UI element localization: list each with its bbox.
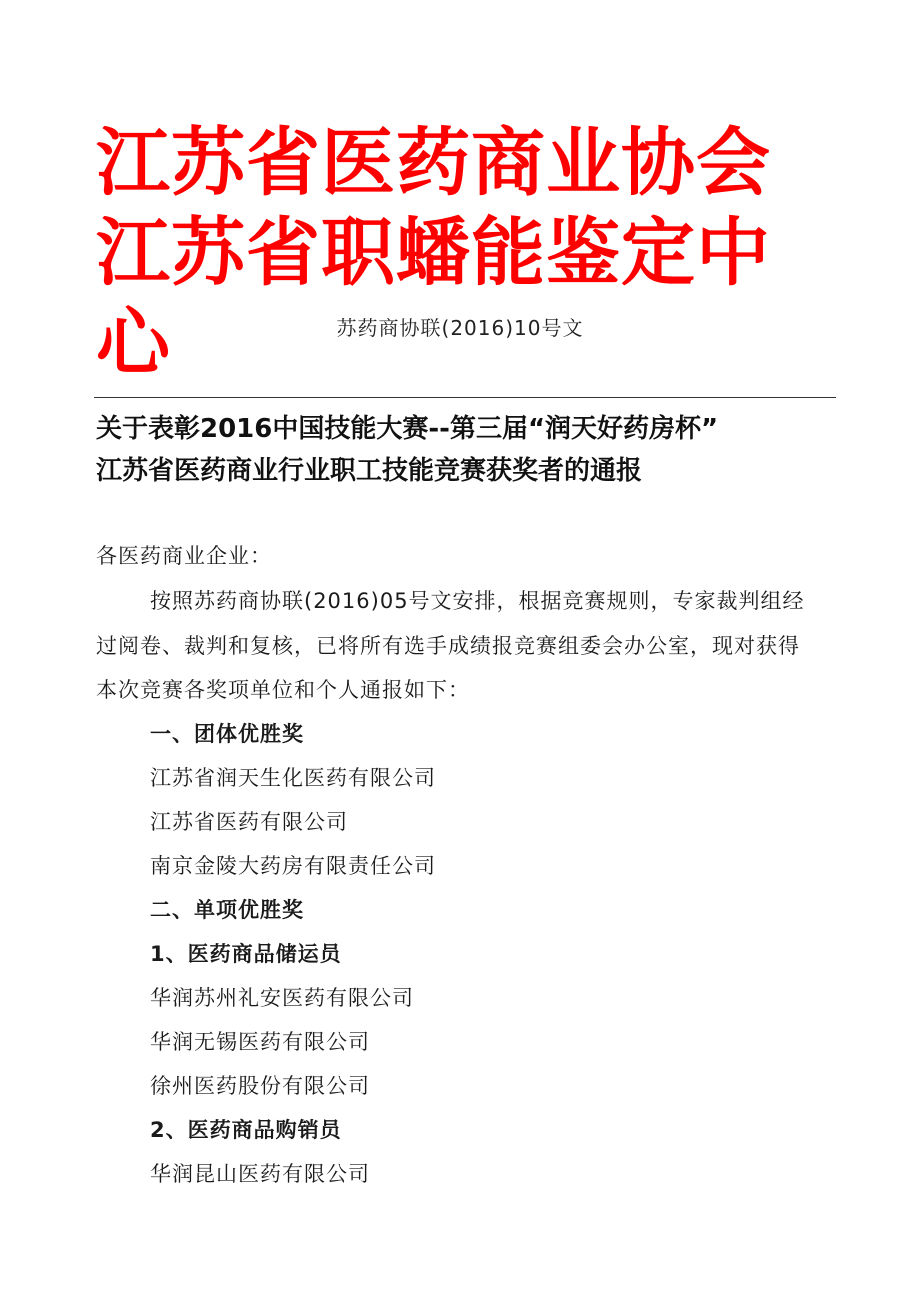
salutation: 各医药商业企业： xyxy=(96,544,272,568)
list-item: 徐州医药股份有限公司 xyxy=(150,1074,370,1098)
subsection-heading-sales: 2、医药商品购销员 xyxy=(150,1118,342,1142)
list-item: 南京金陵大药房有限责任公司 xyxy=(150,854,436,878)
list-item: 华润苏州礼安医药有限公司 xyxy=(150,986,414,1010)
list-item: 江苏省润天生化医药有限公司 xyxy=(150,766,436,790)
section-heading-individual: 二、单项优胜奖 xyxy=(150,898,304,922)
subsection-heading-storage: 1、医药商品储运员 xyxy=(150,942,342,966)
header-divider xyxy=(94,397,836,398)
list-item: 江苏省医药有限公司 xyxy=(150,810,348,834)
red-masthead: 江苏省医药商业协会江苏省职蟠能鉴定中心 xyxy=(96,120,771,386)
title-line-2: 江苏省医药商业行业职工技能竞赛获奖者的通报 xyxy=(96,456,643,486)
section-heading-team: 一、团体优胜奖 xyxy=(150,722,304,746)
document-number: 苏药商协联(2016)10号文 xyxy=(336,316,584,340)
list-item: 华润无锡医药有限公司 xyxy=(150,1030,370,1054)
title-line-1: 关于表彰2016中国技能大赛--第三届“润天好药房杯” xyxy=(96,414,719,444)
notice-title xyxy=(96,408,836,492)
list-item: 华润昆山医药有限公司 xyxy=(150,1162,370,1186)
paragraph-line-2: 过阅卷、裁判和复核，已将所有选手成绩报竞赛组委会办公室，现对获得 xyxy=(96,634,800,658)
paragraph-line-3: 本次竞赛各奖项单位和个人通报如下： xyxy=(96,678,470,702)
paragraph-line-1: 按照苏药商协联(2016)05号文安排，根据竞赛规则，专家裁判组经 xyxy=(150,589,805,613)
